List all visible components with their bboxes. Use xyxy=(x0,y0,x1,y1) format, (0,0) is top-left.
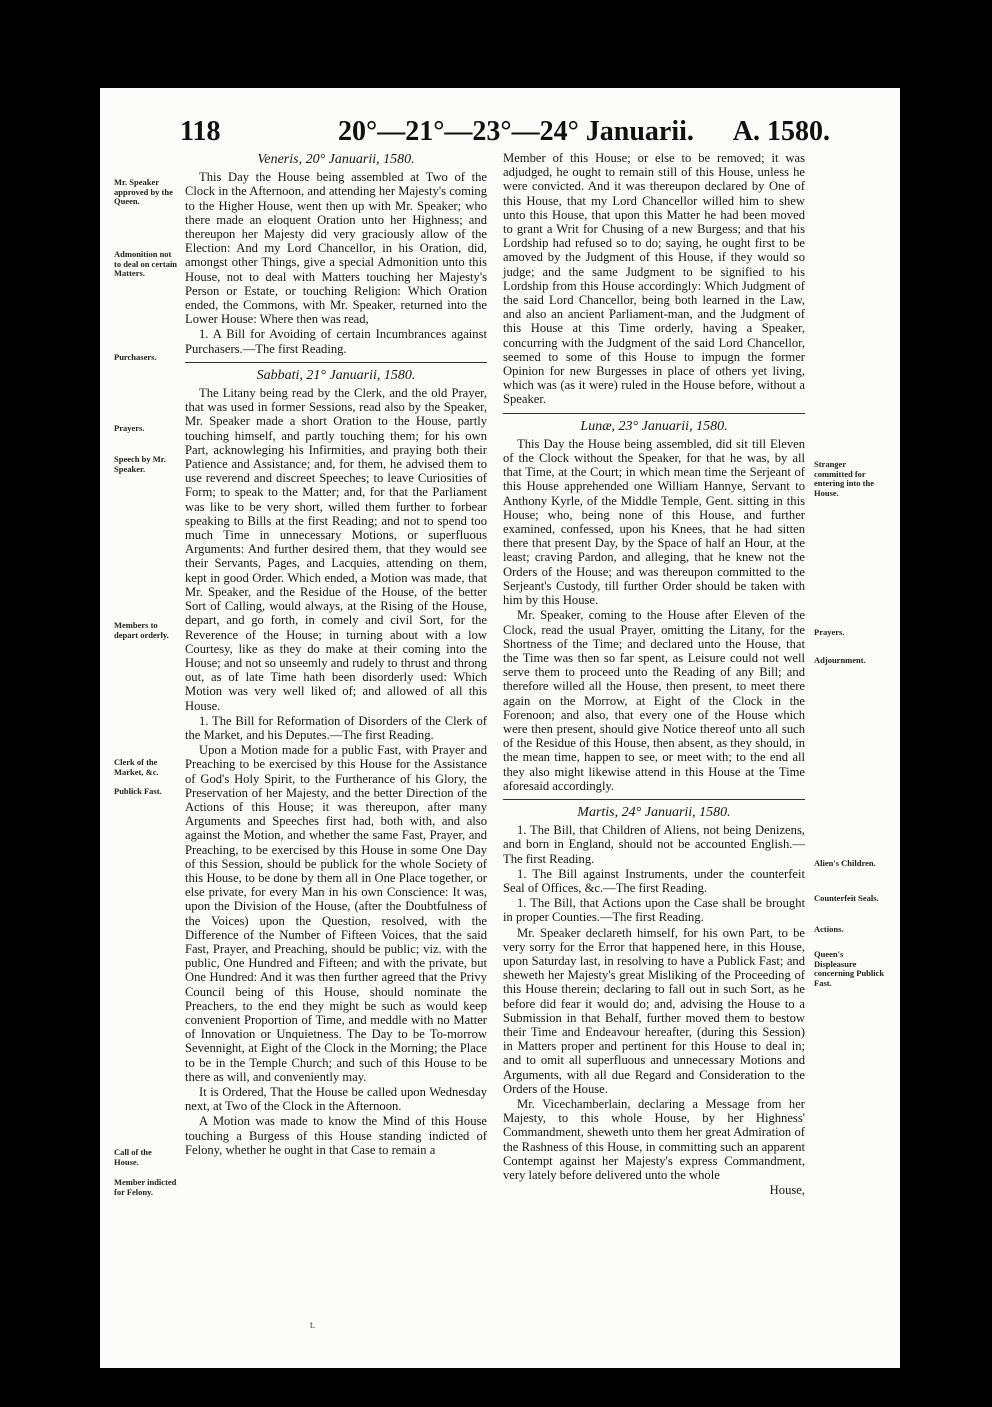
margin-note: Adjournment. xyxy=(814,655,866,665)
margin-note: Clerk of the Market, &c. xyxy=(114,757,159,777)
paragraph: 1. The Bill against Instruments, under the counterfeit Seal of Offices, &c.—The first Reading. xyxy=(503,866,805,895)
margin-note: Members to depart orderly. xyxy=(114,620,169,640)
left-column xyxy=(185,151,487,1158)
right-column xyxy=(503,151,805,1197)
margin-note: Purchasers. xyxy=(114,352,157,362)
margin-note: Admonition not to deal on certain Matters. xyxy=(114,249,178,278)
paragraph: Member of this House; or else to be removed; it was adjudged, he ought to remain still of this House, unless he were convicted. And it was thereupon declared by One of this House, that my Lord Chancellor willed him to shew unto this House, that upon this Matter he had been moved to grant a Writ for Chusing of a new Burgess; and that his Lordship had refused so to do; saying, he ought first to be amoved by the Judgment of this House, if they would so judge; and the same Judgment to be signified to his Lordship from this House accordingly: Which Judgment of the said Lord Chancellor, being both learned in the Law, and also an ancient Parliament-man, and the Judgment of this House at this Time orderly, having a Speaker, concurring with the Judgment of the said Lord Chancellor, seemed to some of this House to impugn the former Opinion for new Burgesses in place of others yet living, which was (as it were) ruled in the House before, without a Speaker. xyxy=(503,151,805,407)
document-page xyxy=(100,88,900,1368)
paragraph: Upon a Motion made for a public Fast, with Prayer and Preaching to be exercised by this House for the Assistance of God's Holy Spirit, to the Furtherance of his Glory, the Preservation of her Majesty, and the better Direction of the Actions of this House; it was thereupon, after many Arguments and Speeches first had, both with, and also against the Motion, and whether the same Fast, Prayer, and Preaching, to be exercised by this House in some One Day of this Session, should be publick for the whole Society of this House, to be done by them all in One Place together, or else private, for every Man in his own Conscience: It was, upon the Division of the House, (after the Doubtfulness of the Voices) upon the Question, resolved, with the Difference of the Number of Fifteen Voices, that the said Fast, Prayer, and Preaching, should be public; viz. with the public, One Hundred and Fifteen; and with the private, but One Hundred: And it was then further agreed that the Privy Council being of this House, should nominate the Preachers, to the end they might be such as would keep convenient Proportion of Time, and meddle with no Matter of Innovation or Unquietness. The Day to be To-morrow Sevennight, at Eight of the Clock in the Morning; the Place to be in the Temple Church; and such of this House to be there as will, and conveniently may. xyxy=(185,743,487,1084)
paragraph: 1. A Bill for Avoiding of certain Incumbrances against Purchasers.—The first Reading. xyxy=(185,327,487,356)
margin-note: Speech by Mr. Speaker. xyxy=(114,454,166,474)
margin-note: Mr. Speaker approved by the Queen. xyxy=(114,177,173,206)
paragraph: A Motion was made to know the Mind of this House touching a Burgess of this House standing indicted of Felony, whether he ought in that Case to remain a xyxy=(185,1114,487,1157)
paragraph: Mr. Speaker, coming to the House after Eleven of the Clock, read the usual Prayer, omitting the Litany, for the Shortness of the Time; and declared unto the House, that the Time was then so far spent, as Leisure could not well serve them to proceed unto the Reading of any Bill; and therefore willed all the House, then present, to meet there again on the Morrow, at Eight of the Clock in the Forenoon; and also, that every one of the House which were then present, should give Notice thereof unto all such of the Residue of this House, then absent, as they should, in the mean time, happen to see, or meet with; to the end all they also might likewise attend in this House at the Time aforesaid accordingly. xyxy=(503,608,805,793)
paragraph: 1. The Bill, that Children of Aliens, not being Denizens, and born in England, should not be accounted English.—The first Reading. xyxy=(503,823,805,866)
margin-note: Counterfeit Seals. xyxy=(814,893,879,903)
section-divider xyxy=(503,413,805,414)
header-year: A. 1580. xyxy=(732,116,830,147)
section-heading: Sabbati, 21° Januarii, 1580. xyxy=(256,367,416,383)
paragraph: Mr. Speaker declareth himself, for his own Part, to be very sorry for the Error that happened here, in this House, upon Saturday last, in resolving to have a Publick Fast; and sheweth her Majesty's great Misliking of the Proceeding of this House therein; declaring to fall out in such Sort, as he before did fear it would do; and, advising the House to a Submission in that Behalf, further moved them to bestow their Time and Endeavour hereafter, (during this Session) in Matters proper and pertinent for this House to deal in; and to omit all superfluous and unnecessary Motions and Arguments, with all due Regard and Consideration to the Orders of the House. xyxy=(503,925,805,1096)
section-heading: Martis, 24° Januarii, 1580. xyxy=(577,804,731,820)
page-header xyxy=(180,116,830,156)
paragraph: This Day the House being assembled at Two of the Clock in the Afternoon, and attending her Majesty's coming to the Higher House, went then up with Mr. Speaker; who there made an eloquent Oration unto her Highness; and thereupon her Majesty did very graciously allow of the Election: And my Lord Chancellor, in his Oration, did, amongst other Things, give a special Admonition unto this House, not to deal with Matters touching her Majesty's Person or Estate, or touching Religion: Which Oration ended, the Commons, with Mr. Speaker, returned into the Lower House: Where then was read, xyxy=(185,170,487,327)
header-dates: 20°—21°—23°—24° Januarii. xyxy=(338,116,694,147)
margin-note: Call of the House. xyxy=(114,1147,152,1167)
section-divider xyxy=(503,799,805,800)
catchword: House, xyxy=(769,1183,805,1198)
margin-note: Publick Fast. xyxy=(114,786,162,796)
margin-note: Alien's Children. xyxy=(814,858,876,868)
section-heading: Veneris, 20° Januarii, 1580. xyxy=(257,152,415,167)
margin-note: Actions. xyxy=(814,924,844,934)
footer-mark: t. xyxy=(310,1320,316,1331)
margin-note: Stranger committed for entering into the House. xyxy=(814,459,874,498)
paragraph: It is Ordered, That the House be called upon Wednesday next, at Two of the Clock in the Afternoon. xyxy=(185,1085,487,1114)
paragraph: Mr. Vicechamberlain, declaring a Message from her Majesty, to this whole House, by her Highness' Commandment, sheweth unto them her great Admiration of the Rashness of this House, in committing such an apparent Contempt against her Majesty's express Commandment, very lately before delivered unto the whole xyxy=(503,1097,805,1183)
margin-note: Queen's Displeasure concerning Publick Fast. xyxy=(814,949,885,988)
paragraph: This Day the House being assembled, did sit till Eleven of the Clock without the Speaker, for that he was, by all that Time, at the Court; in which mean time the Serjeant of this House apprehended one William Hannye, Servant to Anthony Kyrle, of the Middle Temple, Gent. sitting in this House; who, being none of this House, and further examined, confessed, upon his Knees, that he had sitten there that present Day, by the Space of half an Hour, at the least; craving Pardon, and alleging, that he knew not the Orders of the House; and was thereupon committed to the Serjeant's Custody, till further Order should be taken with him by this House. xyxy=(503,436,805,608)
paragraph: The Litany being read by the Clerk, and the old Prayer, that was used in former Sessions, read also by the Speaker, Mr. Speaker made a short Oration to the House, partly touching himself, and partly touching them; for his own Part, acknowleging his Infirmities, and praying both their Patience and Assistance; and, for them, he advised them to use reverend and discreet Speeches; to leave Curiosities of Form; to speak to the Matter; and, for that the Parliament was like to be very short, willed them further to forbear speaking to Bills at the first Reading; and not to spend too much Time in unnecessary Motions, or superfluous Arguments: And further desired them, that they would see their Servants, Pages, and Lacquies, attending on them, kept in good Order. Which ended, a Motion was made, that Mr. Speaker, and the Residue of the House, of the better Sort of Calling, would always, at the Rising of the House, depart, and go forth, in comely and civil Sort, for the Reverence of the House; in turning about with a low Courtesy, like as they do make at their coming into the House; and not so unseemly and rudely to thrust and throng out, as of late Time hath been disorderly used: Which Motion was very well liked of; and allowed of all this House. xyxy=(185,386,487,713)
margin-note: Prayers. xyxy=(814,627,845,637)
section-heading: Lunæ, 23° Januarii, 1580. xyxy=(580,418,728,434)
margin-note: Prayers. xyxy=(114,423,145,433)
section-divider xyxy=(185,362,487,363)
margin-note: Member indicted for Felony. xyxy=(114,1177,177,1197)
page-number: 118 xyxy=(180,116,221,147)
paragraph: 1. The Bill for Reformation of Disorders of the Clerk of the Market, and his Deputes.—The first Reading. xyxy=(185,713,487,742)
paragraph: 1. The Bill, that Actions upon the Case shall be brought in proper Counties.—The first Reading. xyxy=(503,896,805,925)
